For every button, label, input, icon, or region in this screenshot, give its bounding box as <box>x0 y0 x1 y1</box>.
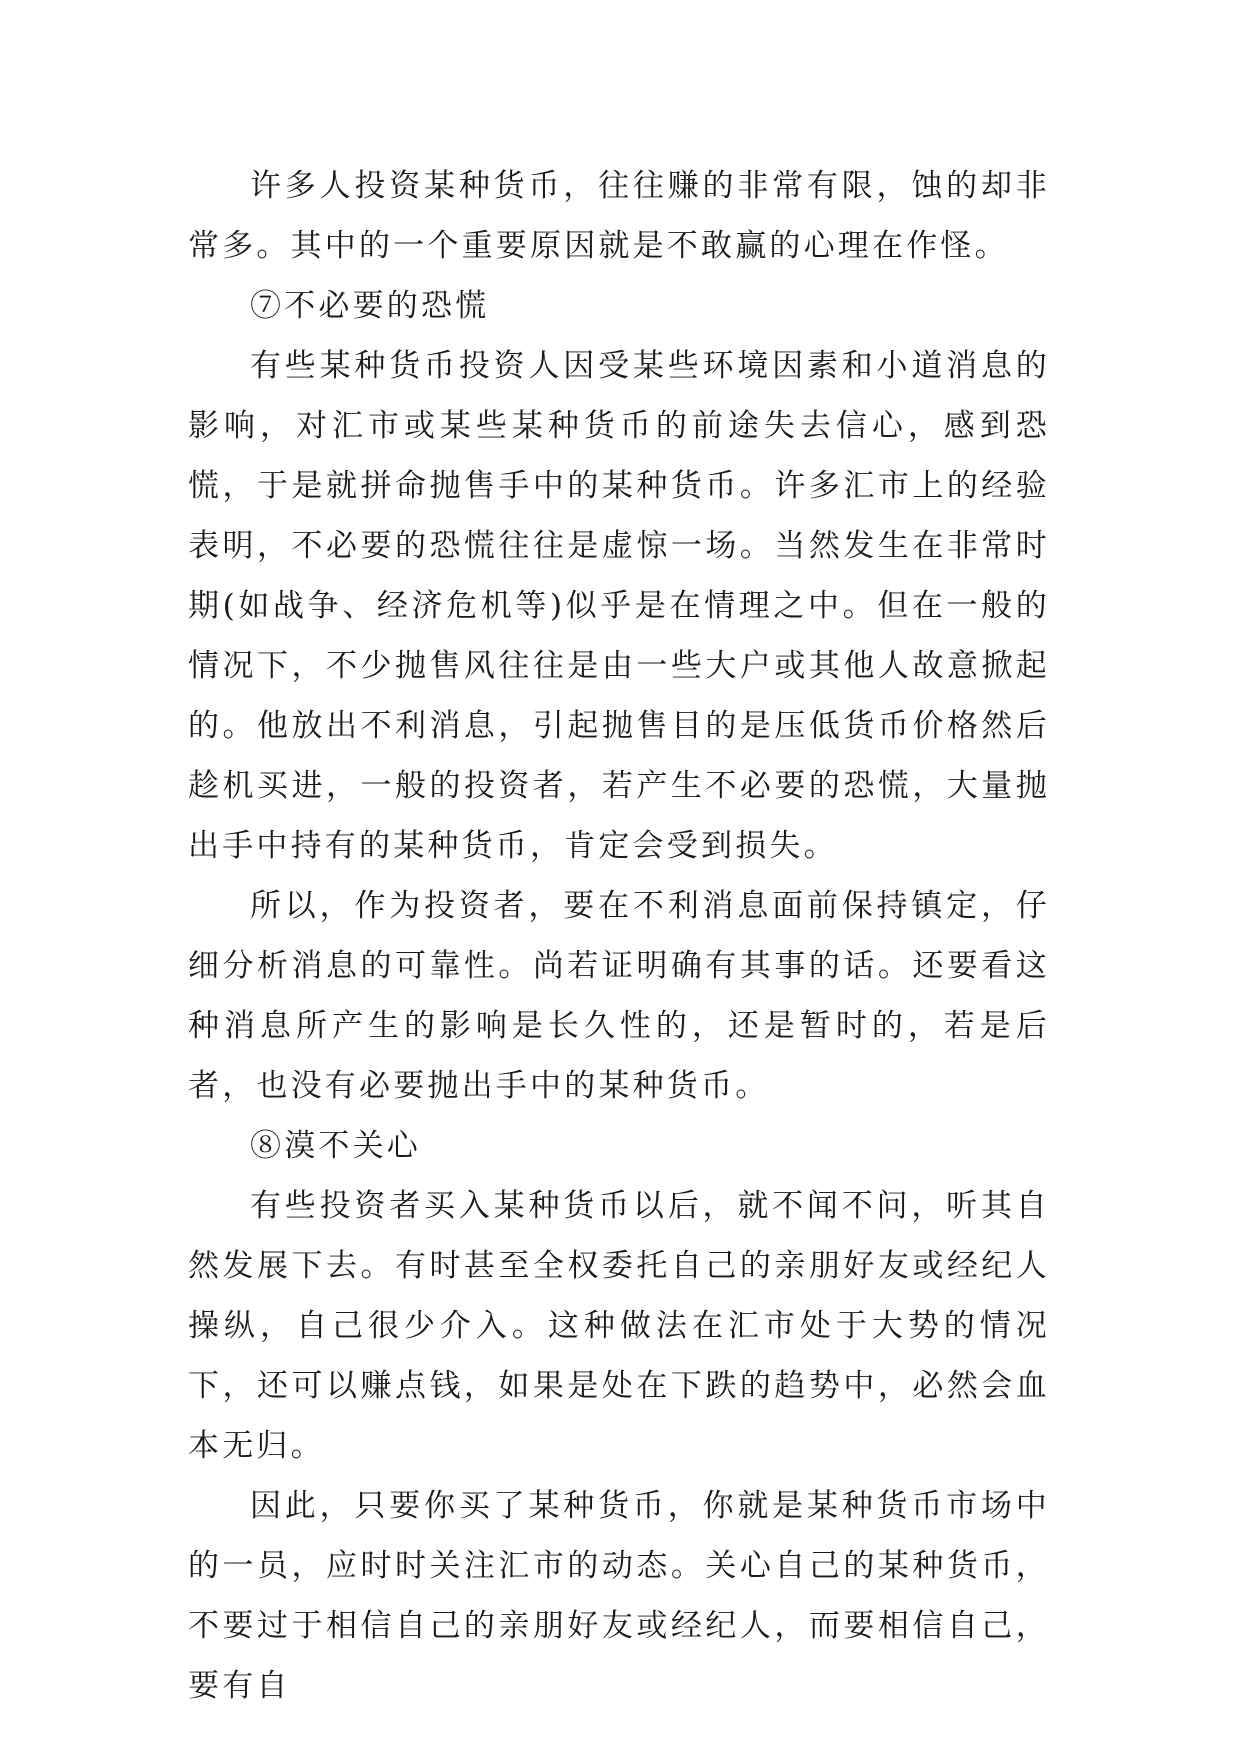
paragraph-2: 有些某种货币投资人因受某些环境因素和小道消息的影响，对汇市或某些某种货币的前途失去信心，感到恐慌，于是就拼命抛售手中的某种货币。许多汇市上的经验表明，不必要的恐慌往往是虚惊一场。当然发生在非常时期(如战争、经济危机等)似乎是在情理之中。但在一般的情况下，不少抛售风往往是由一些大户或其他人故意掀起的。他放出不利消息，引起抛售目的是压低货币价格然后趁机买进，一般的投资者，若产生不必要的恐慌，大量抛出手中持有的某种货币，肯定会受到损失。 <box>188 348 1050 864</box>
section-heading-7: ⑦不必要的恐慌 <box>250 288 490 324</box>
section-heading-8: ⑧漠不关心 <box>250 1128 421 1164</box>
paragraph-3: 所以，作为投资者，要在不利消息面前保持镇定，仔细分析消息的可靠性。尚若证明确有其事的话。还要看这种消息所产生的影响是长久性的，还是暂时的，若是后者，也没有必要抛出手中的某种货币。 <box>188 888 1050 1104</box>
paragraph-4: 有些投资者买入某种货币以后，就不闻不问，听其自然发展下去。有时甚至全权委托自己的亲朋好友或经纪人操纵，自己很少介入。这种做法在汇市处于大势的情况下，还可以赚点钱，如果是处在下跌的趋势中，必然会血本无归。 <box>188 1188 1050 1464</box>
document-body <box>188 156 1050 1716</box>
paragraph-5: 因此，只要你买了某种货币，你就是某种货币市场中的一员，应时时关注汇市的动态。关心自己的某种货币，不要过于相信自己的亲朋好友或经纪人，而要相信自己，要有自 <box>188 1488 1050 1704</box>
paragraph-1: 许多人投资某种货币，往往赚的非常有限，蚀的却非常多。其中的一个重要原因就是不敢赢的心理在作怪。 <box>188 168 1050 264</box>
